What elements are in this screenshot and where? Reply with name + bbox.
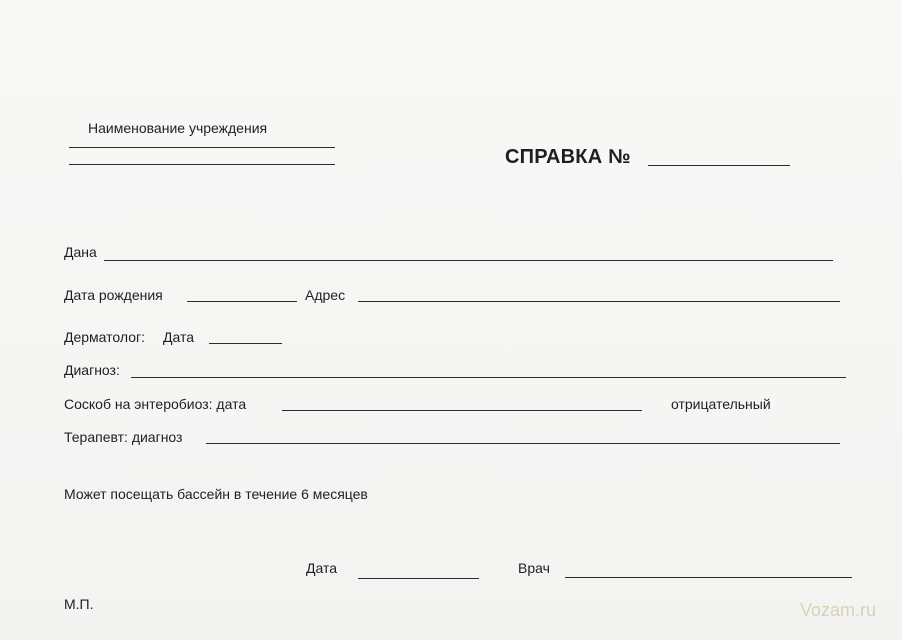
dermatologist-date-label: Дата — [163, 329, 195, 345]
issued-to-label: Дана — [64, 244, 97, 260]
diagnosis-label: Диагноз: — [64, 362, 120, 378]
doctor-signature-line[interactable] — [565, 577, 852, 578]
footer-date-line[interactable] — [358, 578, 479, 579]
diagnosis-line[interactable] — [131, 377, 846, 378]
site-watermark: Vozam.ru — [800, 600, 877, 620]
enterobiasis-label: Соскоб на энтеробиоз: дата — [64, 396, 247, 412]
birth-date-line[interactable] — [187, 301, 297, 302]
stamp-place-label: М.П. — [64, 596, 94, 612]
dermatologist-date-line[interactable] — [209, 343, 282, 344]
issued-to-line[interactable] — [104, 260, 833, 261]
institution-line-2[interactable] — [69, 164, 335, 165]
certificate-number-line[interactable] — [648, 165, 790, 166]
therapist-diagnosis-label: Терапевт: диагноз — [64, 429, 183, 445]
therapist-diagnosis-line[interactable] — [206, 443, 840, 444]
pool-permission-text: Может посещать бассейн в течение 6 месяцев — [64, 486, 368, 502]
negative-result-label: отрицательный — [671, 396, 771, 412]
enterobiasis-date-line[interactable] — [282, 410, 642, 411]
birth-date-label: Дата рождения — [64, 287, 163, 303]
dermatologist-label: Дерматолог: — [64, 329, 145, 345]
certificate-title: СПРАВКА № — [505, 146, 631, 168]
address-line[interactable] — [358, 301, 840, 302]
institution-line-1[interactable] — [69, 147, 335, 148]
address-label: Адрес — [305, 287, 346, 303]
doctor-label: Врач — [518, 560, 550, 576]
footer-date-label: Дата — [306, 560, 338, 576]
institution-label: Наименование учреждения — [88, 120, 268, 136]
